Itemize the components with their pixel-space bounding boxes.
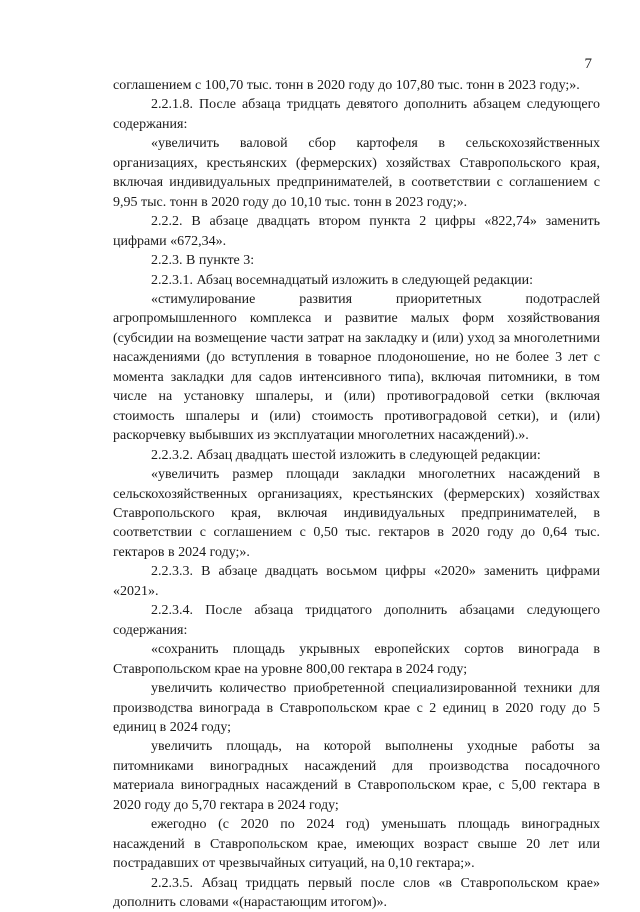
paragraph: ежегодно (с 2020 по 2024 год) уменьшать площадь виноградных насаждений в Ставропольском крае, имеющих возраст свыше 20 лет или пострадавших от чрезвычайных ситуаций, на 0,10 гектара;». — [113, 817, 600, 872]
document-body — [113, 76, 600, 912]
paragraph: увеличить площадь, на которой выполнены уходные работы за питомниками виноградных насаждений для производства посадочного материала виноградных насаждений в Ставропольском крае, с 5,00 гектара в 2020 году до 5,70 гектара в 2024 году; — [113, 739, 600, 813]
paragraph: «сохранить площадь укрывных европейских сортов винограда в Ставропольском крае на уровне 800,00 гектара в 2024 году; — [113, 642, 600, 677]
paragraph: «стимулирование развития приоритетных подотраслей агропромышленного комплекса и развитие малых форм хозяйствования (субсидии на возмещение части затрат на закладку и (или) уход за многолетними насаждениями (до вступления в товарное плодоношение, но не более 3 лет с момента закладки для садов интенсивного типа), включая питомники, в том числе на установку шпалеры, и (или) противоградовой сетки (включая стоимость шпалеры и (или) стоимость противоградовой сетки), и (или) раскорчевку выбывших из эксплуатации многолетних насаждений).». — [113, 291, 600, 444]
paragraph: 2.2.3. В пункте 3: — [151, 253, 255, 269]
page-number: 7 — [584, 56, 592, 72]
paragraph: 2.2.3.2. Абзац двадцать шестой изложить в следующей редакции: — [151, 447, 541, 463]
paragraph: «увеличить валовой сбор картофеля в сельскохозяйственных организациях, крестьянских (фермерских) хозяйствах Ставропольского края, включая индивидуальных предпринимателей, в соответствии с соглашением с 9,95 тыс. тонн в 2020 году до 10,10 тыс. тонн в 2023 году;». — [113, 136, 600, 210]
paragraph: 2.2.3.5. Абзац тридцать первый после слов «в Ставропольском крае» дополнить словами «(нарастающим итогом)». — [113, 875, 600, 911]
paragraph: 2.2.3.1. Абзац восемнадцатый изложить в следующей редакции: — [151, 272, 534, 288]
paragraph: соглашением с 100,70 тыс. тонн в 2020 году до 107,80 тыс. тонн в 2023 году;». — [113, 78, 580, 93]
paragraph: увеличить количество приобретенной специализированной техники для производства винограда в Ставропольском крае с 2 единиц в 2020 году до 5 единиц в 2024 году; — [113, 681, 600, 735]
paragraph: 2.2.1.8. После абзаца тридцать девятого дополнить абзацем следующего содержания: — [113, 97, 600, 132]
paragraph: 2.2.2. В абзаце двадцать втором пункта 2 цифры «822,74» заменить цифрами «672,34». — [113, 214, 600, 249]
paragraph: «увеличить размер площади закладки многолетних насаждений в сельскохозяйственных организациях, крестьянских (фермерских) хозяйствах Ставропольского края, включая индивидуальных предпринимателей, в соответствии с соглашением с 0,50 тыс. гектаров в 2020 году до 0,64 тыс. гектаров в 2024 году;». — [113, 467, 600, 560]
paragraph: 2.2.3.4. После абзаца тридцатого дополнить абзацами следующего содержания: — [113, 603, 600, 638]
paragraph: 2.2.3.3. В абзаце двадцать восьмом цифры «2020» заменить цифрами «2021». — [113, 564, 600, 599]
